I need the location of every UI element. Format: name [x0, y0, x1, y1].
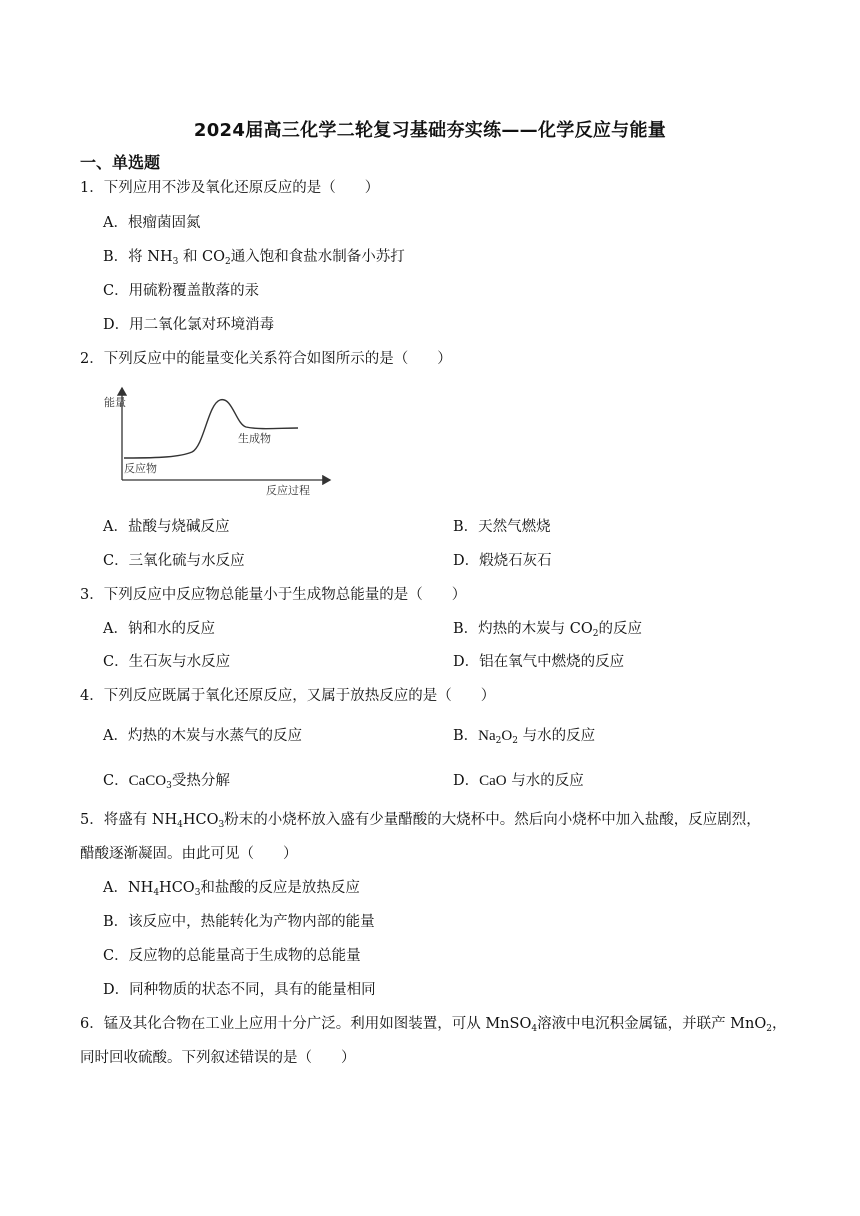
question-3-stem: 3．下列反应中反应物总能量小于生成物总能量的是（ ） — [80, 587, 467, 603]
question-5-stem-line-2: 醋酸逐渐凝固。由此可见（ ） — [80, 846, 298, 862]
question-1-stem: 1．下列应用不涉及氧化还原反应的是（ ） — [80, 180, 380, 196]
product-label: 生成物 — [238, 432, 271, 445]
energy-curve — [124, 400, 298, 458]
question-4-option-d[interactable]: D．CaO 与水的反应 — [453, 773, 584, 789]
reactant-label: 反应物 — [124, 462, 157, 475]
question-2-stem: 2．下列反应中的能量变化关系符合如图所示的是（ ） — [80, 351, 452, 367]
question-5-option-d[interactable]: D．同种物质的状态不同，具有的能量相同 — [103, 982, 376, 998]
question-5-option-b[interactable]: B．该反应中，热能转化为产物内部的能量 — [103, 914, 375, 930]
question-1-option-b[interactable]: B．将 $NH_3$ 和 $CO_2$通入饱和食盐水制备小苏打 — [103, 249, 405, 267]
question-3-option-b[interactable]: B．灼热的木炭与 $CO_2$的反应 — [453, 621, 642, 639]
question-2-option-d[interactable]: D．煅烧石灰石 — [453, 553, 552, 569]
y-axis-label: 能量 — [104, 396, 126, 409]
question-2-option-c[interactable]: C．三氧化硫与水反应 — [103, 553, 245, 569]
x-axis-label: 反应过程 — [266, 484, 310, 496]
question-3-option-a[interactable]: A．钠和水的反应 — [103, 621, 215, 637]
section-heading: 一、单选题 — [80, 153, 161, 172]
document-title: 2024届高三化学二轮复习基础夯实练——化学反应与能量 — [193, 120, 667, 141]
question-6-stem-line-2: 同时回收硫酸。下列叙述错误的是（ ） — [80, 1050, 356, 1066]
energy-profile-diagram — [100, 384, 335, 496]
question-1-option-c[interactable]: C．用硫粉覆盖散落的汞 — [103, 283, 260, 299]
question-2-option-a[interactable]: A．盐酸与烧碱反应 — [103, 519, 230, 535]
question-1-option-d[interactable]: D．用二氧化氯对环境消毒 — [103, 317, 275, 333]
question-4-option-b[interactable]: B．$Na_2O_2$ 与水的反应 — [453, 728, 596, 746]
question-5-stem-line-1: 5．将盛有 $NH_4HCO_3$粉末的小烧杯放入盛有少量醋酸的大烧杯中。然后向小烧杯中加入盐酸，反应剧烈， — [80, 812, 761, 830]
question-5-option-a[interactable]: A．$NH_4HCO_3$和盐酸的反应是放热反应 — [103, 880, 360, 898]
question-3-option-c[interactable]: C．生石灰与水反应 — [103, 654, 231, 670]
question-4-stem: 4．下列反应既属于氧化还原反应，又属于放热反应的是（ ） — [80, 688, 496, 704]
question-1-option-a[interactable]: A．根瘤菌固氮 — [103, 215, 201, 231]
question-6-stem-line-1: 6．锰及其化合物在工业上应用十分广泛。利用如图装置，可从 MnSO$_4$溶液中电沉积金属锰，并联产 MnO$_2$， — [80, 1016, 787, 1034]
question-4-option-a[interactable]: A．灼热的木炭与水蒸气的反应 — [103, 728, 302, 744]
question-5-option-c[interactable]: C．反应物的总能量高于生成物的总能量 — [103, 948, 361, 964]
question-3-option-d[interactable]: D．铝在氧气中燃烧的反应 — [453, 654, 625, 670]
question-4-option-c[interactable]: C．CaCO$_3$受热分解 — [103, 773, 230, 791]
question-2-option-b[interactable]: B．天然气燃烧 — [453, 519, 551, 535]
